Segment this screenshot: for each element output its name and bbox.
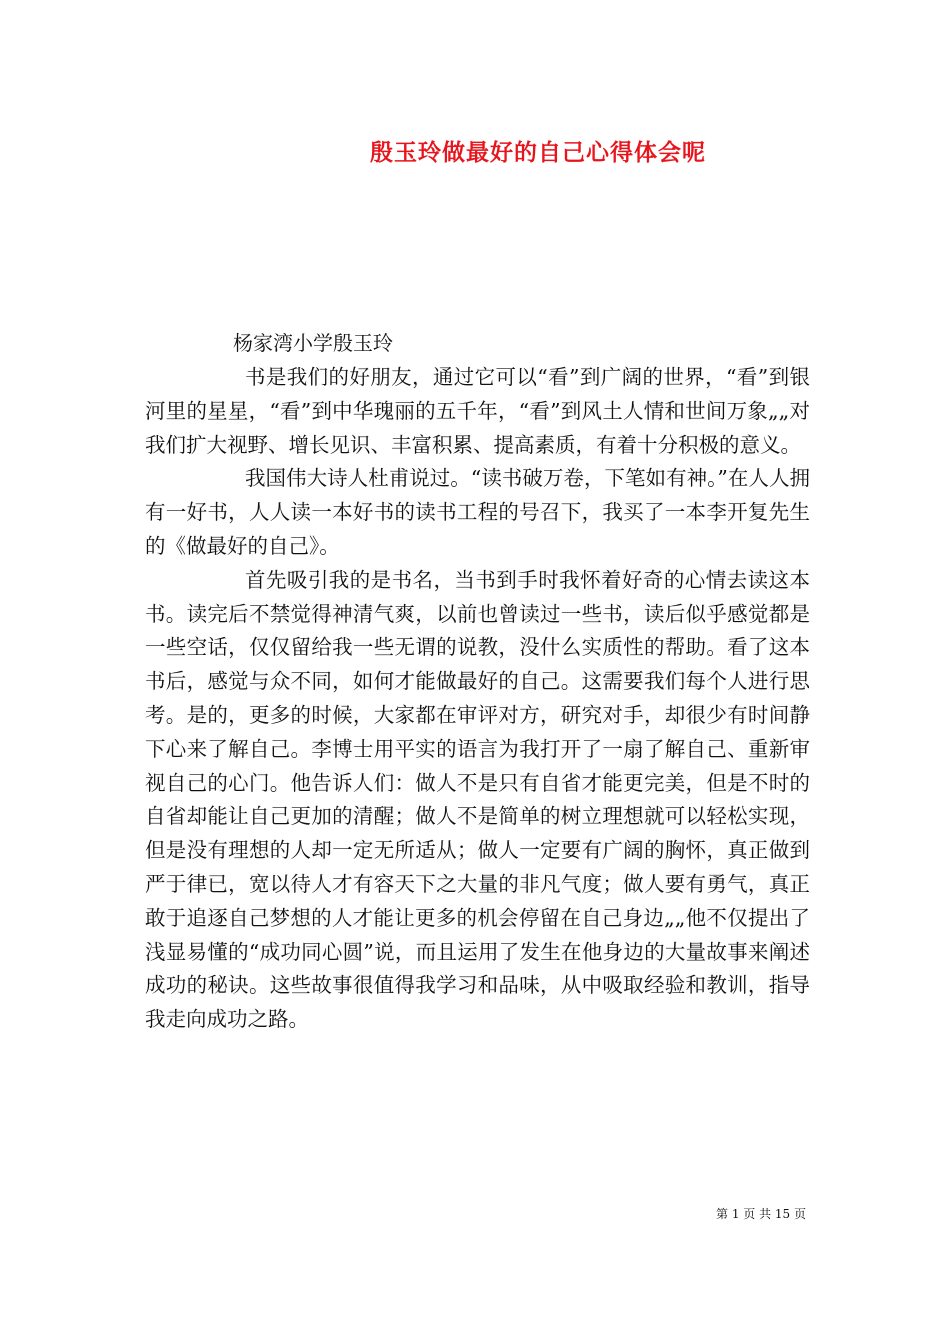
author-line: 杨家湾小学殷玉玲 (233, 331, 393, 355)
paragraph-1: 书是我们的好朋友，通过它可以“看”到广阔的世界，“看”到银河里的星星，“看”到中华瑰丽的五千年，“看”到风土人情和世间万象„„对我们扩大视野、增长见识、丰富积累、提高素质，有着十分积极的意义。 (145, 365, 810, 457)
document-title: 殷玉玲做最好的自己心得体会呢 (370, 139, 706, 166)
document-body (145, 361, 810, 1037)
paragraph-3: 首先吸引我的是书名，当书到手时我怀着好奇的心情去读这本书。读完后不禁觉得神清气爽，以前也曾读过一些书，读后似乎感觉都是一些空话，仅仅留给我一些无谓的说教，没什么实质性的帮助。看了这本书后，感觉与众不同，如何才能做最好的自己。这需要我们每个人进行思考。是的，更多的时候，大家都在审评对方，研究对手，却很少有时间静下心来了解自己。李博士用平实的语言为我打开了一扇了解自己、重新审视自己的心门。他告诉人们：做人不是只有自省才能更完美，但是不时的自省却能让自己更加的清醒；做人不是简单的树立理想就可以轻松实现，但是没有理想的人却一定无所适从；做人一定要有广阔的胸怀，真正做到严于律已，宽以待人才有容天下之大量的非凡气度；做人要有勇气，真正敢于追逐自己梦想的人才能让更多的机会停留在自己身边„„他不仅提出了浅显易懂的“成功同心圆”说，而且运用了发生在他身边的大量故事来阐述成功的秘诀。这些故事很值得我学习和品味，从中吸取经验和教训，指导我走向成功之路。 (145, 567, 810, 1032)
page-number-footer: 第 1 页 共 15 页 (716, 1207, 806, 1221)
paragraph-2: 我国伟大诗人杜甫说过。“读书破万卷，下笔如有神。”在人人拥有一好书，人人读一本好书的读书工程的号召下，我买了一本李开复先生的《做最好的自己》。 (145, 466, 810, 558)
